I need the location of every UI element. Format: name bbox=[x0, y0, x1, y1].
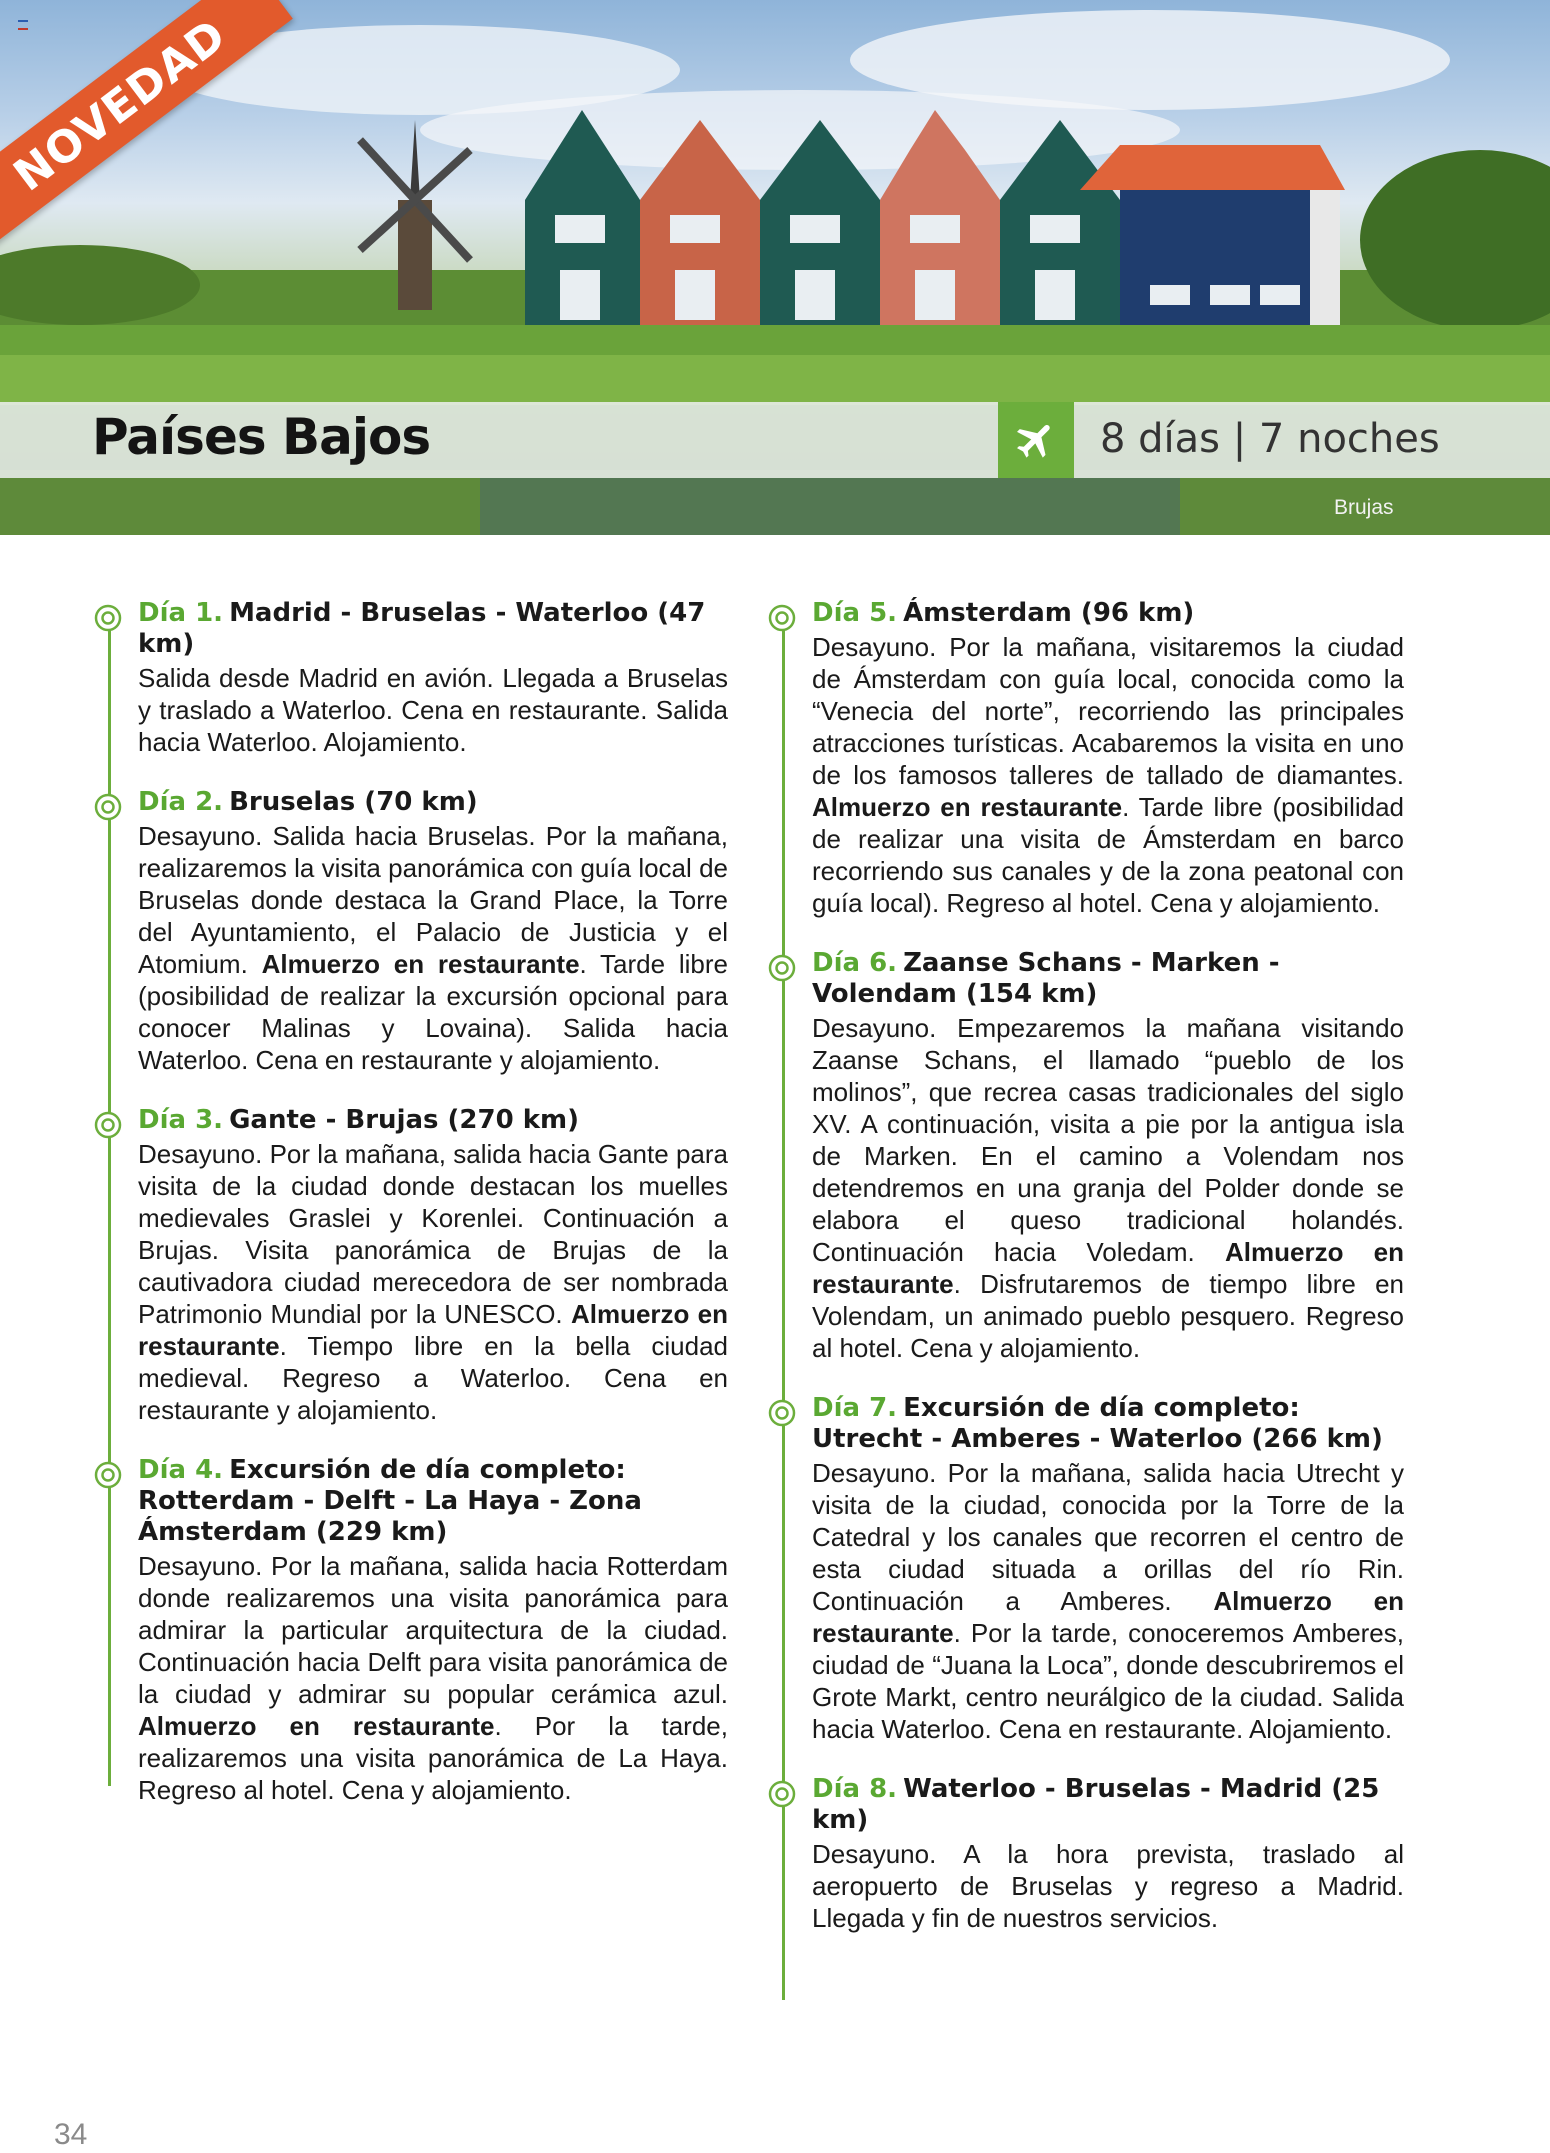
itinerary-column-right bbox=[772, 598, 1404, 1963]
day-route: Madrid - Bruselas - Waterloo (47 km) bbox=[138, 598, 706, 659]
day-item bbox=[98, 1105, 728, 1426]
day-number: Día 2. bbox=[138, 787, 224, 817]
day-title bbox=[138, 1105, 728, 1136]
day-description: Desayuno. A la hora prevista, traslado al aeropuerto de Bruselas y regreso a Madrid. Llegada y fin de nuestros servicios. bbox=[812, 1839, 1404, 1933]
day-description: Desayuno. Por la mañana, salida hacia Rotterdam donde realizaremos una visita panorámica para admirar la particular arquitectura de la ciudad. Continuación hacia Delft para visita panorámica de la ciudad y admirar su popular cerámica azul. Almuerzo en restaurante. Por la tarde, realizaremos una visita panorámica de La Haya. Regreso al hotel. Cena y alojamiento. bbox=[138, 1551, 728, 1805]
day-number: Día 5. bbox=[812, 598, 898, 628]
timeline-bullet-icon bbox=[768, 604, 796, 632]
day-number: Día 4. bbox=[138, 1455, 224, 1485]
timeline-bullet-icon bbox=[94, 604, 122, 632]
timeline-bullet-icon bbox=[94, 1461, 122, 1489]
day-route: Gante - Brujas (270 km) bbox=[229, 1105, 580, 1135]
timeline-bullet-icon bbox=[768, 1780, 796, 1808]
day-title bbox=[812, 948, 1404, 1010]
day-title bbox=[812, 1393, 1404, 1455]
day-title bbox=[812, 1774, 1404, 1836]
day-route: Zaanse Schans - Marken - Volendam (154 km) bbox=[812, 948, 1280, 1009]
page-title: Países Bajos bbox=[92, 408, 431, 466]
day-item bbox=[772, 948, 1404, 1364]
day-route: Excursión de día completo: Rotterdam - Delft - La Haya - Zona Ámsterdam (229 km) bbox=[138, 1455, 642, 1547]
day-title bbox=[812, 598, 1404, 629]
itinerary-column-left bbox=[98, 598, 728, 1835]
page-number: 34 bbox=[54, 2118, 88, 2151]
day-item bbox=[772, 1393, 1404, 1745]
day-number: Día 3. bbox=[138, 1105, 224, 1135]
day-description: Desayuno. Por la mañana, visitaremos la ciudad de Ámsterdam con guía local, conocida como la “Venecia del norte”, recorriendo las principales atracciones turísticas. Acabaremos la visita en uno de los famosos talleres de tallado de diamantes. Almuerzo en restaurante. Tarde libre (posibilidad de realizar una visita de Ámsterdam en barco recorriendo sus canales y de la zona peatonal con guía local). Regreso al hotel. Cena y alojamiento. bbox=[812, 632, 1404, 918]
day-route: Ámsterdam (96 km) bbox=[903, 598, 1195, 628]
photo-caption: Brujas bbox=[1334, 496, 1394, 519]
day-title bbox=[138, 1455, 728, 1548]
flight-badge bbox=[998, 402, 1074, 478]
day-route: Waterloo - Bruselas - Madrid (25 km) bbox=[812, 1774, 1380, 1835]
day-route: Bruselas (70 km) bbox=[229, 787, 478, 817]
day-item bbox=[772, 1774, 1404, 1934]
airplane-icon bbox=[1013, 417, 1059, 463]
day-description: Desayuno. Salida hacia Bruselas. Por la mañana, realizaremos la visita panorámica con guía local de Bruselas donde destaca la Grand Place, la Torre del Ayuntamiento, el Palacio de Justicia y el Atomium. Almuerzo en restaurante. Tarde libre (posibilidad de realizar la excursión opcional para conocer Malinas y Lovaina). Salida hacia Waterloo. Cena en restaurante y alojamiento. bbox=[138, 821, 728, 1075]
timeline-bullet-icon bbox=[768, 954, 796, 982]
day-number: Día 1. bbox=[138, 598, 224, 628]
day-route: Excursión de día completo: Utrecht - Amberes - Waterloo (266 km) bbox=[812, 1393, 1383, 1454]
trip-duration: 8 días | 7 noches bbox=[1100, 416, 1440, 462]
day-title bbox=[138, 598, 728, 660]
timeline-bullet-icon bbox=[94, 1111, 122, 1139]
day-item bbox=[98, 1455, 728, 1806]
day-description: Desayuno. Empezaremos la mañana visitando Zaanse Schans, el llamado “pueblo de los molinos”, que recrea casas tradicionales del siglo XV. A continuación, visita a pie por la antigua isla de Marken. En el camino a Volendam nos detendremos en una granja del Polder donde se elabora el queso tradicional holandés. Continuación hacia Voledam. Almuerzo en restaurante. Disfrutaremos de tiempo libre en Volendam, un animado pueblo pesquero. Regreso al hotel. Cena y alojamiento. bbox=[812, 1013, 1404, 1363]
badge-label: NOVEDAD bbox=[4, 9, 236, 201]
day-number: Día 7. bbox=[812, 1393, 898, 1423]
day-description: Desayuno. Por la mañana, salida hacia Utrecht y visita de la ciudad, conocida por la Torre de la Catedral y los canales que recorren el centro de esta ciudad situada a orillas del río Rin. Continuación a Amberes. Almuerzo en restaurante. Por la tarde, conoceremos Amberes, ciudad de “Juana la Loca”, donde descubriremos el Grote Markt, centro neurálgico de la ciudad. Salida hacia Waterloo. Cena en restaurante. Alojamiento. bbox=[812, 1458, 1404, 1744]
day-item bbox=[98, 787, 728, 1076]
day-description: Desayuno. Por la mañana, salida hacia Gante para visita de la ciudad donde destacan los muelles medievales Graslei y Korenlei. Continuación a Brujas. Visita panorámica de Brujas de la cautivadora ciudad merecedora de ser nombrada Patrimonio Mundial por la UNESCO. Almuerzo en restaurante. Tiempo libre en la bella ciudad medieval. Regreso a Waterloo. Cena en restaurante y alojamiento. bbox=[138, 1139, 729, 1425]
day-item bbox=[772, 598, 1404, 919]
day-description: Salida desde Madrid en avión. Llegada a Bruselas y traslado a Waterloo. Cena en restaurante. Salida hacia Waterloo. Alojamiento. bbox=[138, 663, 728, 757]
corner-mark bbox=[18, 20, 28, 30]
timeline-bullet-icon bbox=[94, 793, 122, 821]
day-item bbox=[98, 598, 728, 758]
day-number: Día 8. bbox=[812, 1774, 898, 1804]
day-title bbox=[138, 787, 728, 818]
day-number: Día 6. bbox=[812, 948, 898, 978]
timeline-bullet-icon bbox=[768, 1399, 796, 1427]
